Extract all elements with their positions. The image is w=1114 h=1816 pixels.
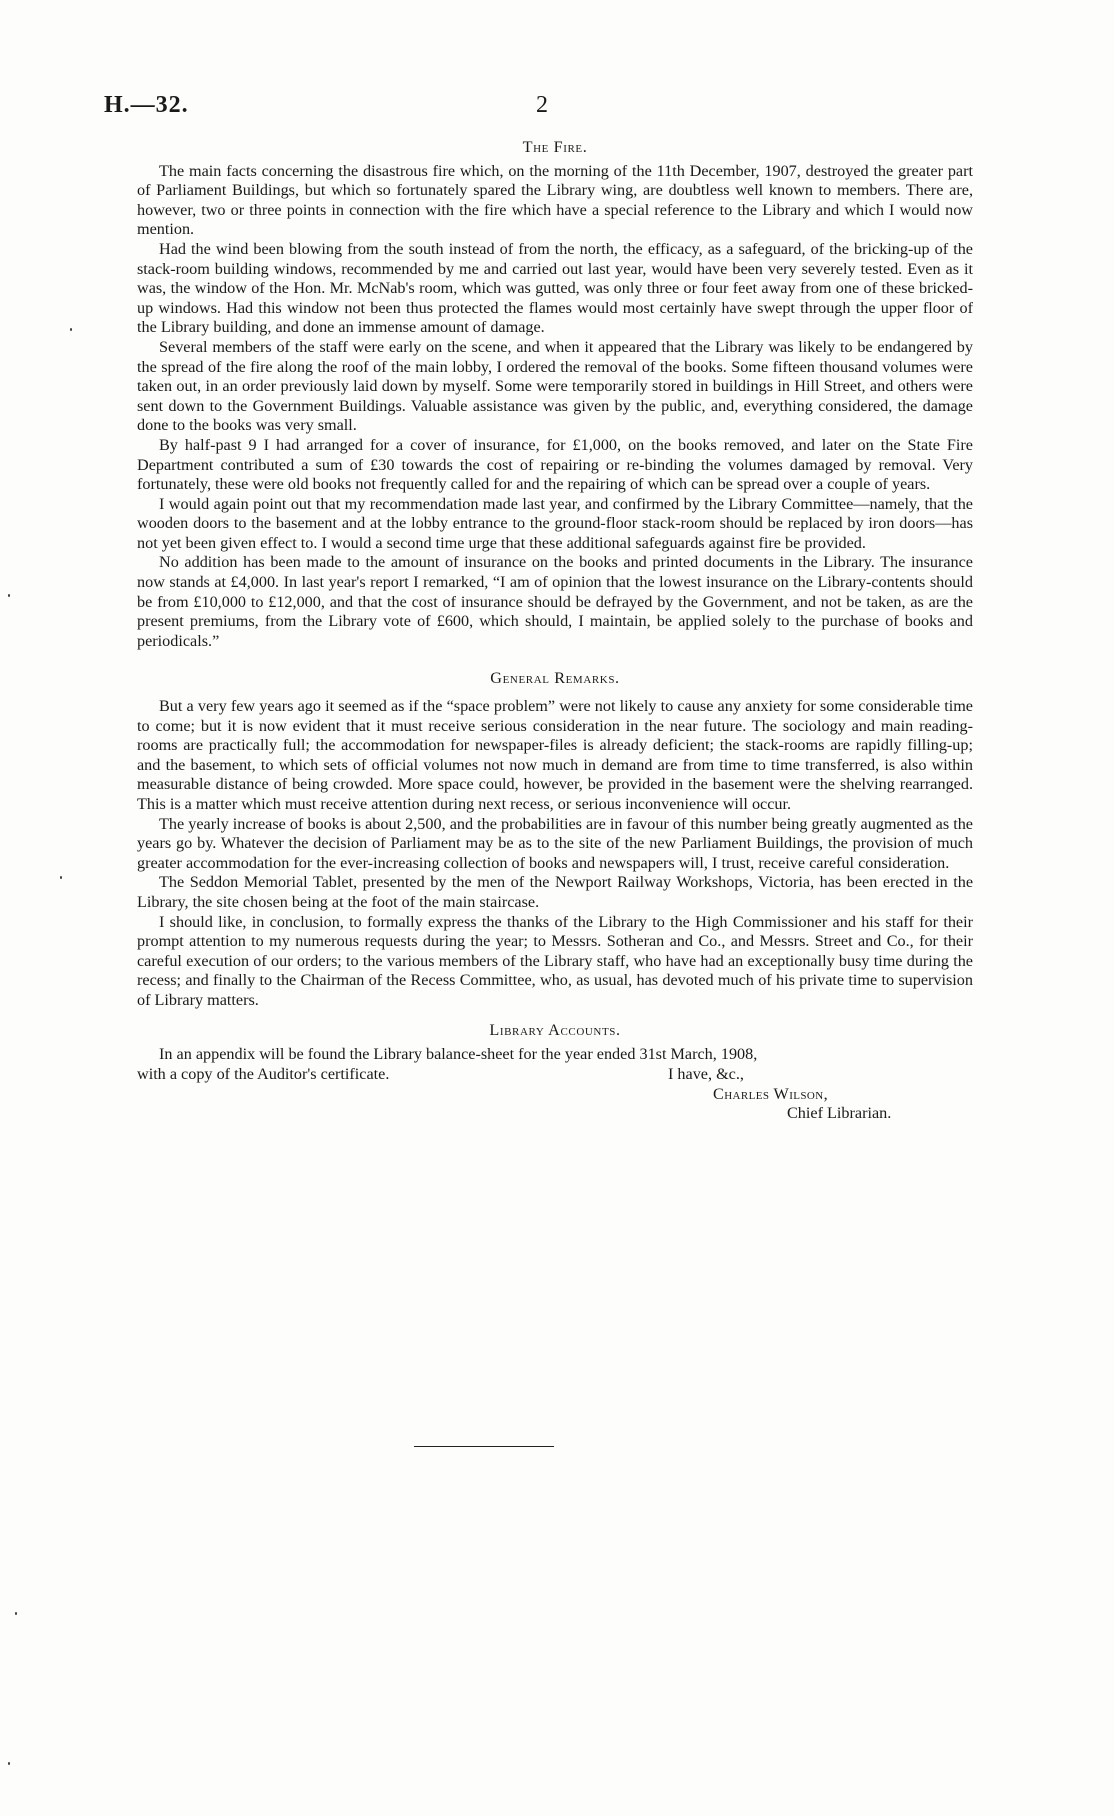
page-number: 2 xyxy=(536,92,548,118)
paragraph: I should like, in conclusion, to formally express the thanks of the Library to the High Commissioner and his staff for their prompt attention to my numerous requests during the year; to Messrs. Sotheran and Co., and Messrs. Street and Co., for their careful execution of our orders; to the various members of the Library staff, who have had an exceptionally busy time during the recess; and finally to the Chairman of the Recess Committee, who, as usual, has devoted much of his private time to supervision of Library matters. xyxy=(137,912,973,1009)
section-heading-the-fire: The Fire. xyxy=(522,138,588,156)
paragraph: By half-past 9 I had arranged for a cover of insurance, for £1,000, on the books removed, and later on the State Fire Department contributed a sum of £30 towards the cost of repairing or re-binding the volumes damaged by removal. Very fortunately, these were old books not frequently called for and the repairing of which can be spread over a couple of years. xyxy=(137,435,973,494)
section-heading-library-accounts: Library Accounts. xyxy=(489,1020,621,1039)
paragraph: Had the wind been blowing from the south instead of from the north, the efficacy, as a safeguard, of the bricking-up of the stack-room building windows, recommended by me and carried out last year, would have been very severely tested. Even as it was, the window of the Hon. Mr. McNab's room, which was gutted, was only three or four feet away from one of these bricked-up windows. Had this window not been thus protected the flames would most certainly have swept through the upper floor of the Library building, and done an immense amount of damage. xyxy=(137,239,973,337)
end-rule-divider xyxy=(414,1446,554,1447)
paragraph: In an appendix will be found the Library balance-sheet for the year ended 31st March, 1908, xyxy=(159,1045,758,1064)
scan-speck xyxy=(60,876,62,879)
paragraph: No addition has been made to the amount of insurance on the books and printed documents in the Library. The insurance now stands at £4,000. In last year's report I remarked, “I am of opinion that the lowest insurance on the Library-contents should be from £10,000 to £12,000, and that the cost of insurance should be defrayed by the Government, and not be taken, as are the present premiums, from the Library vote of £600, which should, I maintain, be applied solely to the purchase of books and periodicals.” xyxy=(137,553,973,650)
paragraph: The yearly increase of books is about 2,500, and the probabilities are in favour of this number being greatly augmented as the years go by. Whatever the decision of Parliament may be as to the site of the new Parliament Buildings, the provision of much greater accommodation for the ever-increasing collection of books and newspapers will, I trust, receive careful consideration. xyxy=(137,814,973,872)
signature-name: Charles Wilson, xyxy=(713,1084,829,1103)
scan-speck xyxy=(70,328,72,331)
paragraph: The Seddon Memorial Tablet, presented by the men of the Newport Railway Workshops, Victoria, has been erected in the Library, the site chosen being at the foot of the main staircase. xyxy=(137,873,973,911)
signature-title: Chief Librarian. xyxy=(787,1104,892,1123)
paragraph: Several members of the staff were early on the scene, and when it appeared that the Library was likely to be endangered by the spread of the fire along the roof of the main lobby, I ordered the removal of the books. Some fifteen thousand volumes were taken out, in an order previously laid down by myself. Some were temporarily stored in buildings in Hill Street, and others were sent down to the Government Buildings. Valuable assistance was given by the public, and, everything considered, the damage done to the books was very small. xyxy=(137,337,973,435)
paragraph: The main facts concerning the disastrous fire which, on the morning of the 11th December, 1907, destroyed the greater part of Parliament Buildings, but which so fortunately spared the Library wing, are doubtless well known to members. There are, however, two or three points in connection with the fire which have a special reference to the Library and which I would now mention. xyxy=(137,161,973,239)
scan-speck xyxy=(8,1762,10,1765)
document-body xyxy=(137,138,973,1124)
section-heading-general-remarks: General Remarks. xyxy=(490,669,620,688)
paragraph: But a very few years ago it seemed as if the “space problem” were not likely to cause any anxiety for some considerable time to come; but it is now evident that it must receive serious consideration in the near future. The sociology and main reading-rooms are practically full; the accommodation for newspaper-files is already deficient; the stack-rooms are rapidly filling-up; and the basement, to which sets of official volumes not now much in demand are from time to time transferred, is also within measurable distance of being crowded. More space could, however, be provided in the basement were the shelving rearranged. This is a matter which must receive attention during next recess, or serious inconvenience will occur. xyxy=(137,697,973,813)
scan-speck xyxy=(8,594,10,597)
document-reference: H.—32. xyxy=(104,92,189,118)
paragraph: I would again point out that my recommendation made last year, and confirmed by the Library Committee—namely, that the wooden doors to the basement and at the lobby entrance to the ground-floor stack-room should be replaced by iron doors—has not yet been given effect to. I would a second time urge that these additional safeguards against fire be provided. xyxy=(137,494,973,552)
closing-line: with a copy of the Auditor's certificate. xyxy=(137,1064,390,1083)
scan-speck xyxy=(15,1612,17,1615)
closing-row xyxy=(137,1065,973,1085)
salutation: I have, &c., xyxy=(668,1064,744,1083)
